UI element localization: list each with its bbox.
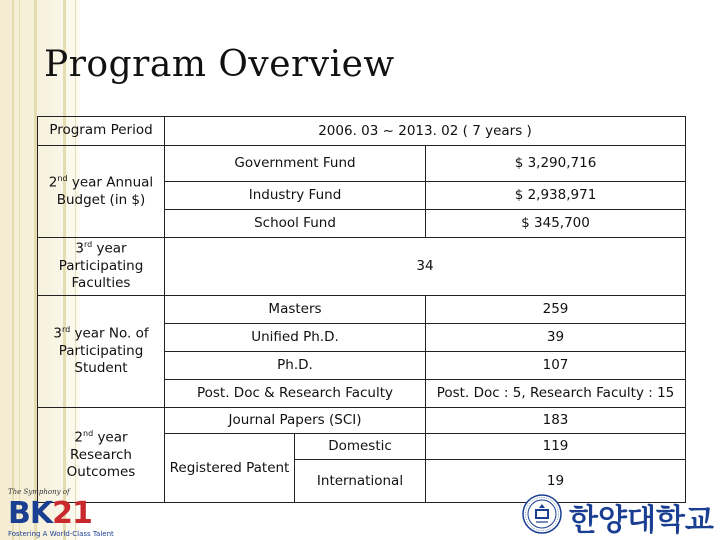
table-row: [38, 238, 686, 296]
student-item-name: Masters: [165, 296, 426, 324]
row-label-participating-faculties: 3rd year Participating Faculties: [38, 238, 165, 296]
bk21-tagline: The Symphony of: [8, 488, 70, 496]
faculties-value: 34: [165, 238, 686, 296]
table-row: [38, 296, 686, 324]
table-row: [38, 408, 686, 434]
row-label-program-period: Program Period: [38, 117, 165, 146]
patent-type-value: 119: [426, 434, 686, 460]
journal-papers-label: Journal Papers (SCI): [165, 408, 426, 434]
bk21-logo: [6, 488, 166, 540]
page-title: Program Overview: [44, 44, 395, 85]
row-label-participating-students: 3rd year No. of Participating Student: [38, 296, 165, 408]
student-item-value: Post. Doc : 5, Research Faculty : 15: [426, 380, 686, 408]
student-item-value: 259: [426, 296, 686, 324]
hanyang-name-text: 한양대학교: [569, 503, 714, 538]
registered-patent-label: Registered Patent: [165, 434, 295, 503]
program-period-value: 2006. 03 ~ 2013. 02 ( 7 years ): [165, 117, 686, 146]
table-row: [38, 146, 686, 182]
bk21-mark: BK21: [8, 496, 92, 531]
budget-item-name: School Fund: [165, 210, 426, 238]
row-label-annual-budget: 2nd year Annual Budget (in $): [38, 146, 165, 238]
hanyang-university-logo: [522, 492, 718, 536]
decorative-stripe: [19, 0, 20, 540]
university-seal-icon: [522, 494, 562, 534]
budget-item-value: $ 3,290,716: [426, 146, 686, 182]
journal-papers-value: 183: [426, 408, 686, 434]
patent-type-name: International: [295, 460, 426, 503]
patent-type-name: Domestic: [295, 434, 426, 460]
program-overview-table: [37, 116, 686, 503]
budget-item-name: Industry Fund: [165, 182, 426, 210]
student-item-value: 39: [426, 324, 686, 352]
bk21-subtitle: Fostering A World-Class Talent: [8, 530, 114, 538]
budget-item-value: $ 2,938,971: [426, 182, 686, 210]
patent-type-value: 19: [426, 460, 686, 503]
decorative-stripe: [12, 0, 14, 540]
budget-item-value: $ 345,700: [426, 210, 686, 238]
student-item-name: Ph.D.: [165, 352, 426, 380]
row-label-research-outcomes: 2nd year Research Outcomes: [38, 408, 165, 503]
student-item-value: 107: [426, 352, 686, 380]
student-item-name: Unified Ph.D.: [165, 324, 426, 352]
student-item-name: Post. Doc & Research Faculty: [165, 380, 426, 408]
budget-item-name: Government Fund: [165, 146, 426, 182]
table-row: [38, 117, 686, 146]
